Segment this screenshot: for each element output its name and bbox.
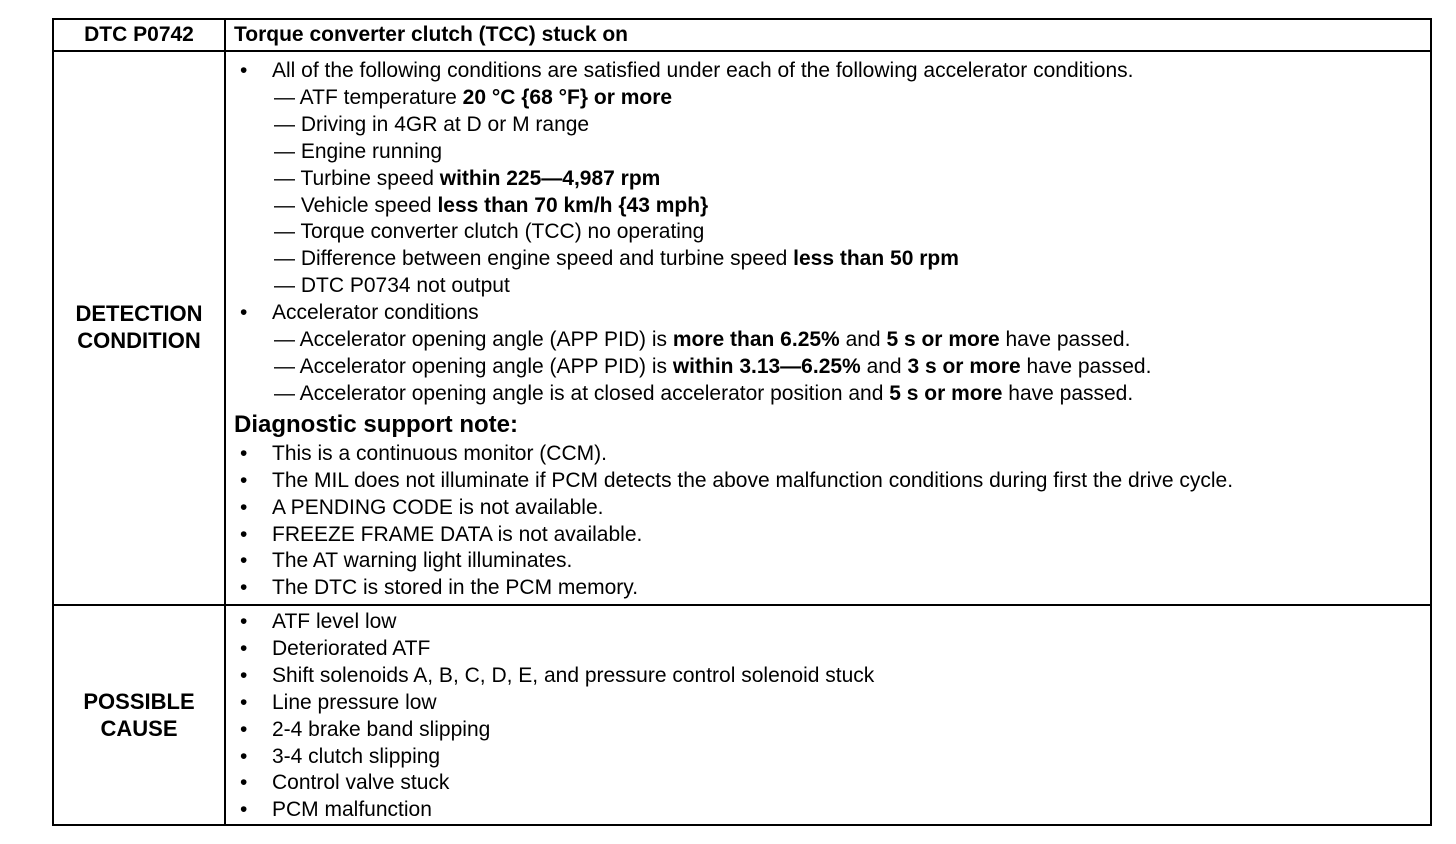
condition-item: — Torque converter clutch (TCC) no operating xyxy=(274,220,705,244)
note-item: • The DTC is stored in the PCM memory. xyxy=(234,575,1422,602)
diagnostic-note-heading: Diagnostic support note: xyxy=(234,410,518,438)
detection-intro: • All of the following conditions are satisfied under each of the following accelerator conditions. xyxy=(234,58,1422,85)
accelerator-condition-item: — Accelerator opening angle (APP PID) is within 3.13—6.25% and 3 s or more have passed. xyxy=(274,354,1152,378)
note-item: • FREEZE FRAME DATA is not available. xyxy=(234,522,1422,549)
cause-item: • 2-4 brake band slipping xyxy=(234,717,1422,744)
cause-item: • ATF level low xyxy=(234,609,1422,636)
note-item: • The AT warning light illuminates. xyxy=(234,548,1422,575)
dtc-table xyxy=(52,18,1432,826)
cause-item: • Shift solenoids A, B, C, D, E, and pressure control solenoid stuck xyxy=(234,663,1422,690)
accelerator-conditions-title: • Accelerator conditions xyxy=(234,300,1422,327)
label-line: CAUSE xyxy=(100,716,178,741)
possible-cause-label xyxy=(54,688,224,742)
label-line: POSSIBLE xyxy=(83,689,195,714)
label-line: CONDITION xyxy=(77,328,201,353)
cause-item: • Line pressure low xyxy=(234,690,1422,717)
dtc-code: DTC P0742 xyxy=(84,23,194,46)
note-item: • A PENDING CODE is not available. xyxy=(234,495,1422,522)
cause-item: • Deteriorated ATF xyxy=(234,636,1422,663)
cause-item: • PCM malfunction xyxy=(234,797,1422,824)
condition-item: — Turbine speed within 225—4,987 rpm xyxy=(274,166,661,190)
cause-item: • 3-4 clutch slipping xyxy=(234,744,1422,771)
possible-cause-cell xyxy=(234,609,1422,824)
accelerator-condition-item: — Accelerator opening angle (APP PID) is more than 6.25% and 5 s or more have passed. xyxy=(274,328,1131,352)
detection-condition-cell xyxy=(234,58,1422,602)
condition-item: — ATF temperature 20 °C {68 °F} or more xyxy=(274,85,673,109)
condition-item: — DTC P0734 not output xyxy=(274,274,510,298)
dtc-title: Torque converter clutch (TCC) stuck on xyxy=(234,23,628,46)
accelerator-condition-item: — Accelerator opening angle is at closed accelerator position and 5 s or more have passed. xyxy=(274,381,1134,405)
condition-item: — Engine running xyxy=(274,139,443,163)
row-divider xyxy=(54,604,1430,606)
note-item: • The MIL does not illuminate if PCM detects the above malfunction conditions during first the drive cycle. xyxy=(234,468,1422,495)
header-divider xyxy=(54,50,1430,52)
condition-item: — Vehicle speed less than 70 km/h {43 mph} xyxy=(274,193,709,217)
cause-item: • Control valve stuck xyxy=(234,770,1422,797)
detection-condition-label xyxy=(54,300,224,354)
note-item: • This is a continuous monitor (CCM). xyxy=(234,441,1422,468)
column-divider xyxy=(224,20,226,824)
condition-item: — Difference between engine speed and turbine speed less than 50 rpm xyxy=(274,247,959,271)
condition-item: — Driving in 4GR at D or M range xyxy=(274,112,590,136)
label-line: DETECTION xyxy=(75,301,203,326)
